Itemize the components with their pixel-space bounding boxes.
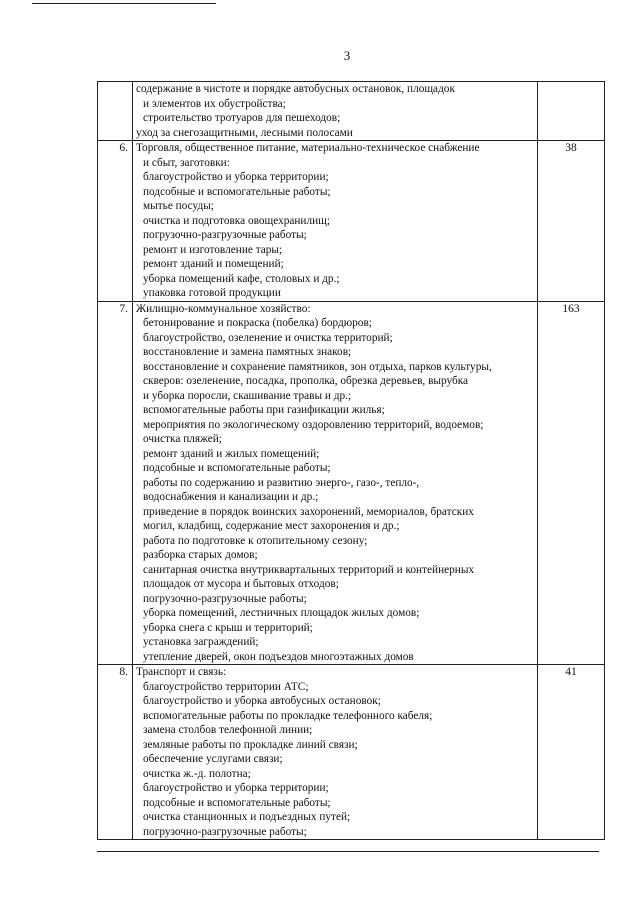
row-number: 6.: [98, 141, 133, 302]
description-line: утепление дверей, окон подъездов многоэтажных домов: [143, 650, 414, 663]
description-line: восстановление и сохранение памятников, зон отдыха, парков культуры,: [143, 360, 492, 373]
description-line: обеспечение услугами связи;: [143, 753, 283, 765]
table-row: [98, 665, 605, 840]
page-number: 3: [343, 48, 351, 63]
description-line: Торговля, общественное питание, материально-техническое снабжение: [136, 142, 480, 154]
description-line: установка заграждений;: [143, 636, 259, 648]
row-description: [133, 665, 538, 840]
description-line: Жилищно-коммунальное хозяйство:: [136, 302, 311, 315]
row-value: 163: [538, 301, 605, 665]
description-line: скверов: озеленение, посадка, прополка, обрезка деревьев, вырубка: [143, 375, 469, 387]
description-line: подсобные и вспомогательные работы;: [143, 185, 331, 198]
description-line: уборка помещений, лестничных площадок жилых домов;: [143, 607, 420, 619]
description-line: благоустройство территории АТС;: [143, 680, 309, 693]
description-line: упаковка готовой продукции: [143, 287, 281, 299]
description-line: санитарная очистка внутриквартальных территорий и контейнерных: [143, 563, 475, 576]
description-line: погрузочно-разгрузочные работы;: [143, 825, 307, 838]
description-line: разборка старых домов;: [143, 549, 258, 561]
description-line: и элементов их обустройства;: [143, 97, 286, 110]
description-line: работы по содержанию и развитию энерго-, газо-, тепло-,: [143, 476, 420, 489]
description-line: погрузочно-разгрузочные работы;: [143, 592, 307, 605]
row-description: [133, 141, 538, 302]
description-line: ремонт зданий и помещений;: [143, 258, 284, 270]
description-line: Транспорт и связь:: [136, 666, 227, 678]
row-number: [98, 82, 133, 141]
description-line: ремонт зданий и жилых помещений;: [143, 447, 320, 460]
description-line: приведение в порядок воинских захоронений, мемориалов, братских: [143, 505, 474, 518]
work-types-table: [97, 81, 605, 840]
header-rule: [32, 3, 216, 4]
description-line: и сбыт, заготовки:: [143, 156, 230, 169]
row-description: [133, 82, 538, 141]
description-line: уборка снега с крыш и территорий;: [143, 621, 313, 634]
description-line: мероприятия по экологическому оздоровлению территорий, водоемов;: [143, 418, 484, 431]
description-line: работа по подготовке к отопительному сезону;: [143, 534, 368, 547]
description-line: очистка и подготовка овощехранилищ;: [143, 214, 330, 227]
description-line: ремонт и изготовление тары;: [143, 243, 283, 256]
description-line: благоустройство и уборка территории;: [143, 171, 329, 183]
description-line: могил, кладбищ, содержание мест захоронения и др.;: [143, 520, 400, 532]
row-value: 41: [538, 665, 605, 840]
description-line: очистка станционных и подъездных путей;: [143, 811, 351, 823]
description-line: вспомогательные работы по прокладке телефонного кабеля;: [143, 709, 433, 722]
description-line: благоустройство и уборка территории;: [143, 782, 329, 794]
row-value: 38: [538, 141, 605, 302]
description-line: содержание в чистоте и порядке автобусных остановок, площадок: [136, 83, 455, 95]
description-line: подсобные и вспомогательные работы;: [143, 796, 331, 809]
row-number: 8.: [98, 665, 133, 840]
description-line: и уборка поросли, скашивание травы и др.;: [143, 389, 352, 402]
description-line: бетонирование и покраска (побелка) бордюров;: [143, 317, 372, 329]
description-line: очистка пляжей;: [143, 433, 222, 445]
table-row: [98, 141, 605, 302]
table-row: [98, 82, 605, 141]
description-line: водоснабжения и канализации и др.;: [143, 491, 319, 503]
description-line: строительство тротуаров для пешеходов;: [143, 112, 341, 124]
row-value: [538, 82, 605, 141]
description-line: замена столбов телефонной линии;: [143, 724, 313, 736]
row-description: [133, 301, 538, 665]
table-bottom-rule: [97, 851, 599, 852]
description-line: погрузочно-разгрузочные работы;: [143, 229, 307, 241]
description-line: подсобные и вспомогательные работы;: [143, 462, 331, 474]
description-line: вспомогательные работы при газификации жилья;: [143, 404, 385, 416]
description-line: восстановление и замена памятных знаков;: [143, 346, 352, 358]
table-row: [98, 301, 605, 665]
description-line: благоустройство, озеленение и очистка территорий;: [143, 331, 393, 344]
description-line: очистка ж.-д. полотна;: [143, 767, 251, 780]
description-line: уборка помещений кафе, столовых и др.;: [143, 272, 340, 285]
description-line: мытье посуды;: [143, 200, 214, 212]
description-line: земляные работы по прокладке линий связи;: [143, 738, 358, 751]
row-number: 7.: [98, 301, 133, 665]
description-line: площадок от мусора и бытовых отходов;: [143, 578, 339, 590]
description-line: уход за снегозащитными, лесными полосами: [136, 126, 353, 139]
description-line: благоустройство и уборка автобусных остановок;: [143, 695, 381, 707]
